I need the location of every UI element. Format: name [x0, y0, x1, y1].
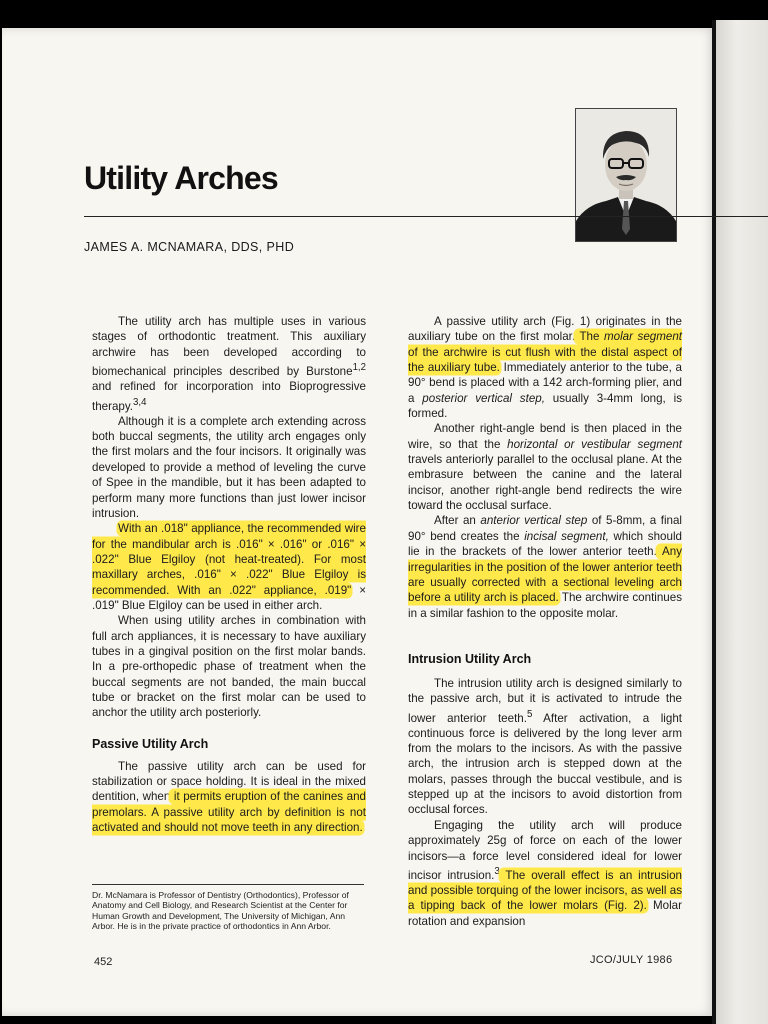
text-run: travels anteriorly parallel to the occlusal plane. At the embrasure between the canine and the lateral incisor, another right-angle bend redirects the wire toward the occlusal surface.	[408, 453, 682, 513]
italic-term: molar segment	[603, 330, 682, 344]
citation-superscript: 1,2	[352, 362, 366, 374]
paragraph: When using utility arches in combination with full arch appliances, it is necessary to have auxiliary tubes in a gingival position on the first molar bands. In a pre-orthopedic phase of treatment when the buccal segments are not banded, the main buccal tube or bracket on the first molar can be used to anchor the utility arch posteriorly.	[92, 614, 366, 720]
paragraph	[408, 314, 682, 421]
article-author: JAMES A. MCNAMARA, DDS, PHD	[84, 240, 295, 254]
italic-term: posterior vertical step,	[422, 391, 545, 405]
text-run: and refined for incorporation into Bioprogressive therapy.	[92, 380, 366, 413]
paragraph	[92, 759, 366, 836]
text-run: Engaging the utility arch will produce approximately 25g of force on each of the lower incisors—a force level considered ideal for lower incisor intrusion.	[408, 818, 682, 882]
left-column	[92, 314, 366, 835]
paragraph	[92, 521, 366, 613]
page-number: 452	[94, 956, 113, 968]
text-run: After activation, a light continuous force is delivered by the long lever arm from the molars to the incisors. As with the passive arch, the intrusion arch is stepped down at the molars, passes through the buccal vestibule, and is stepped up at the incisors to avoid distortion from occlusal forces.	[408, 711, 682, 817]
footnote-rule	[92, 884, 364, 885]
journal-issue: JCO/JULY 1986	[590, 954, 673, 966]
right-column	[408, 314, 682, 929]
text-run: × .019" Blue Elgiloy can be used in either arch.	[92, 583, 366, 612]
text-run: A passive utility arch (Fig. 1) originates in the auxiliary tube on the first molar.	[408, 315, 682, 344]
paragraph	[92, 314, 366, 414]
text-run: Another right-angle bend is then placed in the wire, so that the	[408, 422, 682, 451]
text-run: The intrusion utility arch is designed similarly to the passive arch, but it is activated to intrude the lower anterior teeth.	[408, 676, 682, 725]
italic-term: incisal segment,	[524, 529, 609, 543]
paragraph: Although it is a complete arch extending across both buccal segments, the utility arch engages only the first molars and the four incisors. It originally was developed to provide a method of leveling the curve of Spee in the mandible, but it has been adapted to perform many more functions than just lower incisor intrusion.	[92, 414, 366, 520]
text-run: of 5-8mm, a final 90° bend creates the	[408, 514, 682, 543]
highlighted-text: it permits eruption of the canines and premolars. A passive utility arch by definition is not activated and should not move teeth in any direction.	[92, 790, 366, 835]
italic-term: anterior vertical step	[480, 514, 588, 528]
facing-page-edge	[716, 20, 768, 1024]
highlighted-text: The overall effect is an intrusion and possible torquing of the lower incisors, as well as a tipping back of the lower molars (Fig. 2).	[408, 868, 682, 913]
text-run: of the archwire is cut flush with the distal aspect of the auxiliary tube.	[408, 345, 682, 375]
text-run: Immediately anterior to the tube, a 90° bend is placed with a 142 arch-forming plier, and a	[408, 361, 683, 405]
paragraph	[408, 676, 682, 818]
author-portrait-icon	[576, 109, 676, 241]
text-run: The utility arch has multiple uses in various stages of orthodontic treatment. This auxiliary archwire has been developed according to biomechanical principles described by Burstone	[92, 315, 366, 378]
text-run: Molar rotation and expansion	[408, 899, 682, 928]
section-heading: Passive Utility Arch	[92, 736, 209, 751]
article-title: Utility Arches	[84, 160, 278, 196]
author-footnote: Dr. McNamara is Professor of Dentistry (Orthodontics), Professor of Anatomy and Cell Biology, and Research Scientist at the Center for Human Growth and Development, The University of Michigan, Ann Arbor. He is in the private practice of orthodontics in Ann Arbor.	[92, 890, 349, 932]
section-heading: Intrusion Utility Arch	[408, 651, 532, 666]
text-run: The passive utility arch can be used for stabilization or space holding. It is ideal in the mixed dentition, when	[92, 759, 366, 804]
citation-superscript: 3,4	[133, 396, 147, 408]
paragraph	[408, 513, 682, 620]
text-run: After an	[434, 514, 481, 528]
text-run: The archwire continues in a similar fashion to the opposite molar.	[408, 591, 683, 620]
italic-term: horizontal or vestibular segment	[507, 437, 682, 451]
author-portrait-photo	[575, 108, 677, 242]
text-run: which should lie in the brackets of the lower anterior teeth.	[408, 529, 682, 559]
citation-superscript: 5	[526, 708, 533, 720]
paragraph	[408, 818, 682, 929]
citation-superscript: 3	[494, 865, 500, 877]
highlighted-text: With an .018" appliance, the recommended wire for the mandibular arch is .016" × .016" or .016" × .022" Blue Elgiloy (not heat-treated). For most maxillary arches, .016" × .022" Blue Elgiloy is recommended. With an .022" appliance, .019"	[92, 522, 366, 597]
paragraph	[408, 421, 682, 513]
highlighted-text: Any irregularities in the position of the lower anterior teeth are usually corrected with a sectional leveling arch before a utility arch is placed.	[408, 545, 682, 605]
text-run: usually 3-4mm long, is formed.	[408, 391, 682, 421]
title-rule	[84, 216, 768, 217]
text-run: The	[575, 330, 604, 344]
